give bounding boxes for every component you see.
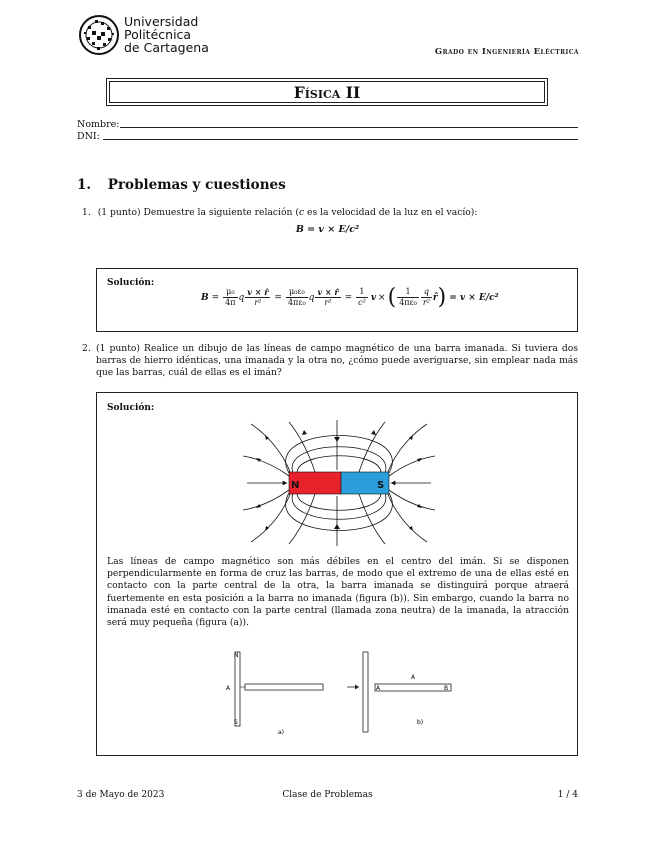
problem-1-text-pre: (1 punto) Demuestre la siguiente relación ( (97, 207, 299, 218)
eq-B: B (201, 292, 209, 303)
magnetic-field-diagram (241, 418, 437, 558)
fig-a-n: N (234, 652, 239, 659)
university-crest-icon (78, 14, 120, 56)
section-number: 1. (77, 177, 92, 193)
fig-a-caption: a) (278, 729, 285, 736)
eq-one-b: 1 (397, 287, 419, 298)
eq-c2: c² (358, 298, 366, 307)
magnet-s-label: S (377, 480, 385, 491)
problem-2-number: 2. (82, 343, 91, 354)
problem-1-equation: B = v × E/c² (295, 224, 360, 235)
fig-b-caption: b) (417, 719, 424, 726)
figure-a (225, 648, 335, 740)
eq-mu0: μ₀ (223, 287, 237, 298)
eq-r2-1: r² (254, 298, 262, 307)
fig-b-b: B (444, 685, 449, 692)
name-field[interactable] (120, 127, 578, 128)
eq-4pieps0-b: 4πε₀ (399, 298, 417, 307)
eq-4pieps0: 4πε₀ (287, 298, 306, 307)
solution-2-box (96, 392, 578, 756)
eq-vxr2: v × r̂ (317, 287, 339, 297)
university-name-line1: Universidad (124, 14, 199, 29)
eq-4pi: 4π (225, 298, 236, 307)
problem-2-text: (1 punto) Realice un dibujo de las líneas de campo magnético de una barra imanada. Si tuviera dos barras de hierro idénticas, una imanada y la otra no, ¿cómo puede averiguarse, sin emplear nada más que las barras, cuál de ellas es el imán? (96, 343, 578, 379)
name-label: Nombre: (77, 119, 120, 130)
dni-label: DNI: (77, 131, 100, 142)
problem-1-c: c (298, 207, 305, 218)
page-title: Física II (109, 81, 545, 103)
university-name-line2: Politécnica (124, 27, 192, 42)
eq-mu0eps0: μ₀ε₀ (286, 287, 308, 298)
eq-q3: q (421, 287, 432, 298)
problem-1-text-post: es la velocidad de la luz en el vacío): (304, 207, 478, 218)
eq-v: v (370, 292, 377, 303)
eq-r2-3: r² (422, 298, 430, 307)
footer-page: 1 / 4 (557, 790, 578, 800)
eq-q1: q (238, 292, 245, 303)
solution-2-label: Solución: (107, 403, 155, 413)
fig-b-a-left: A (376, 685, 381, 692)
title-box (106, 78, 548, 106)
degree-name: Grado en Ingeniería Eléctrica (434, 47, 579, 57)
problem-2 (82, 343, 578, 380)
footer-center: Clase de Problemas (282, 790, 373, 800)
eq-r2-2: r² (324, 298, 332, 307)
section-heading (77, 177, 286, 193)
university-name-line3: de Cartagena (124, 40, 209, 55)
problem-1 (82, 207, 578, 219)
solution-1-equation: B = $\frac{\text{μ₀}}{4\pi}$ q $\frac{v \times r̂}{\text{r²}}$ = $\frac{\text{μ₀ε₀}}{\text{4πε₀}}$ q $\frac{v \times r̂}{\text{r²}}$ = $\frac{1}{\text{c²}}$ v × ( $\frac{1}{\text{4πε₀}}$ $\frac{q}{\text{r²}}$ r̂ ) = v × E/c² (201, 284, 499, 310)
fig-a-a: A (226, 685, 231, 692)
dni-field[interactable] (103, 139, 578, 140)
fig-b-a-top: A (411, 674, 416, 681)
solution-2-text: Las líneas de campo magnético son más débiles en el centro del imán. Si se disponen perpendicularmente en forma de cruz las barras, de modo que el extremo de una de ellas esté en contacto con la parte central de la otra, la barra imanada se distinguirá porque atraerá fuertemente en esta posición a la barra no imanada (figura (b)). Sin embargo, cuando la barra no imanada esté en contacto con la parte central (llamada zona neutra) de la imanada, la atracción será muy pequeña (figura (a)). (107, 556, 569, 629)
eq-vxr1: v × r̂ (247, 287, 269, 297)
figure-b (341, 648, 461, 740)
problem-1-number: 1. (82, 207, 91, 218)
eq-q2: q (308, 292, 315, 303)
footer-date: 3 de Mayo de 2023 (77, 790, 165, 800)
section-title: Problemas y cuestiones (107, 177, 286, 193)
university-logo (78, 14, 120, 56)
eq-one: 1 (356, 287, 368, 298)
fig-a-s: S (234, 719, 238, 726)
magnet-n-label: N (291, 480, 300, 491)
eq-tail: = v × E/c² (449, 292, 499, 303)
solution-1-box (96, 268, 578, 332)
solution-1-label: Solución: (107, 278, 155, 288)
